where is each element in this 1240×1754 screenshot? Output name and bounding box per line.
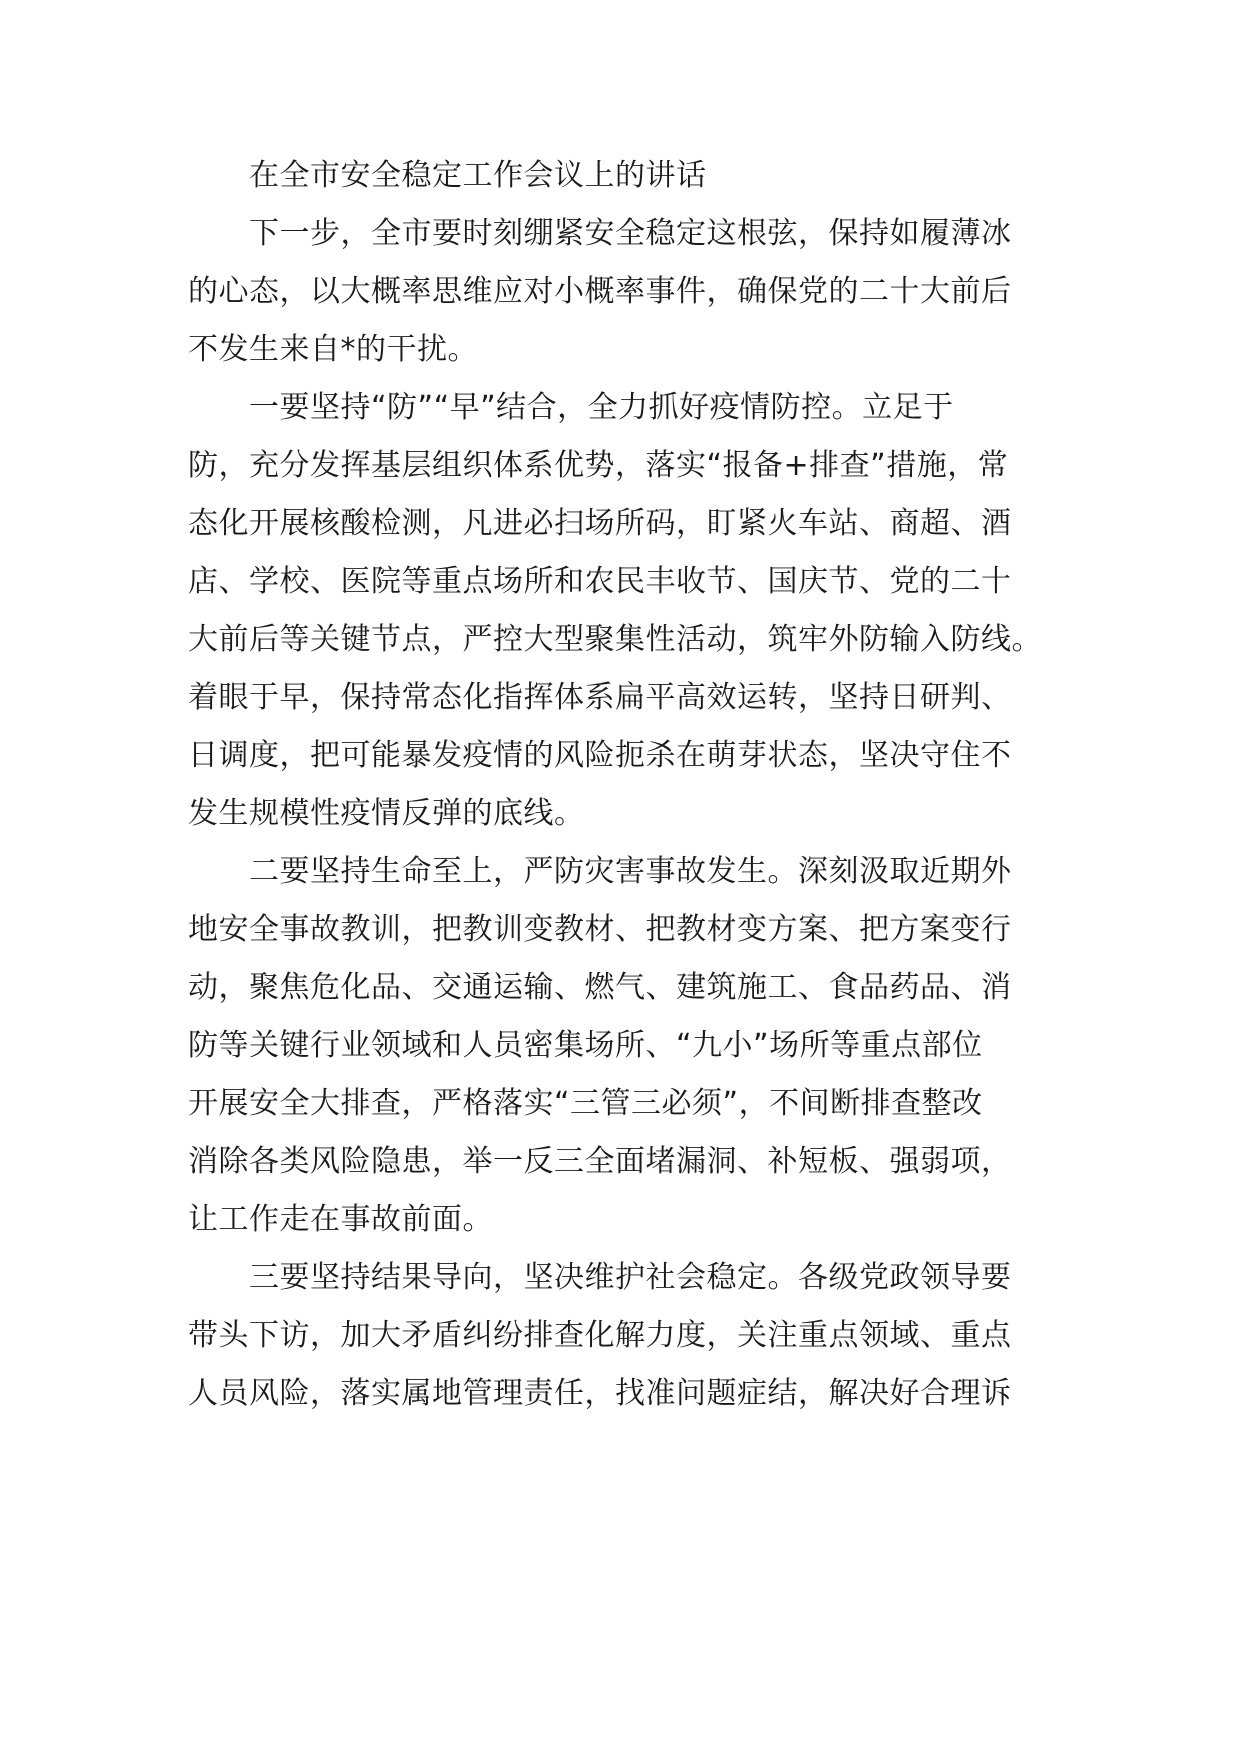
paragraph-2-line-8: 发生规模性疫情反弹的底线。 xyxy=(188,796,585,831)
paragraph-3-line-5: 开展安全大排查，严格落实“三管三必须”，不间断排查整改 xyxy=(188,1086,983,1121)
paragraph-2-line-2: 防，充分发挥基层组织体系优势，落实“报备+排查”措施，常 xyxy=(188,448,1009,483)
document-title: 在全市安全稳定工作会议上的讲话 xyxy=(249,158,707,193)
paragraph-3-line-4: 防等关键行业领域和人员密集场所、“九小”场所等重点部位 xyxy=(188,1028,983,1063)
paragraph-2-line-5: 大前后等关键节点，严控大型聚集性活动，筑牢外防输入防线。 xyxy=(188,622,1042,657)
paragraph-3-line-3: 动，聚焦危化品、交通运输、燃气、建筑施工、食品药品、消 xyxy=(188,970,1012,1005)
paragraph-3-line-1: 二要坚持生命至上，严防灾害事故发生。深刻汲取近期外 xyxy=(249,854,1012,889)
paragraph-4-line-3: 人员风险，落实属地管理责任，找准问题症结，解决好合理诉 xyxy=(188,1376,1012,1411)
paragraph-4-line-1: 三要坚持结果导向，坚决维护社会稳定。各级党政领导要 xyxy=(249,1260,1012,1295)
paragraph-2-line-4: 店、学校、医院等重点场所和农民丰收节、国庆节、党的二十 xyxy=(188,564,1012,599)
paragraph-2-line-7: 日调度，把可能暴发疫情的风险扼杀在萌芽状态，坚决守住不 xyxy=(188,738,1012,773)
paragraph-3-line-6: 消除各类风险隐患，举一反三全面堵漏洞、补短板、强弱项， xyxy=(188,1144,1012,1179)
paragraph-1-line-3: 不发生来自*的干扰。 xyxy=(188,332,478,367)
paragraph-3-line-2: 地安全事故教训，把教训变教材、把教材变方案、把方案变行 xyxy=(188,912,1012,947)
paragraph-1-line-2: 的心态，以大概率思维应对小概率事件，确保党的二十大前后 xyxy=(188,274,1012,309)
paragraph-4-line-2: 带头下访，加大矛盾纠纷排查化解力度，关注重点领域、重点 xyxy=(188,1318,1012,1353)
paragraph-1-line-1: 下一步，全市要时刻绷紧安全稳定这根弦，保持如履薄冰 xyxy=(249,216,1012,251)
paragraph-2-line-6: 着眼于早，保持常态化指挥体系扁平高效运转，坚持日研判、 xyxy=(188,680,1012,715)
paragraph-2-line-1: 一要坚持“防”“早”结合，全力抓好疫情防控。立足于 xyxy=(249,390,954,425)
paragraph-3-line-7: 让工作走在事故前面。 xyxy=(188,1202,493,1237)
paragraph-2-line-3: 态化开展核酸检测，凡进必扫场所码，盯紧火车站、商超、酒 xyxy=(188,506,1012,541)
